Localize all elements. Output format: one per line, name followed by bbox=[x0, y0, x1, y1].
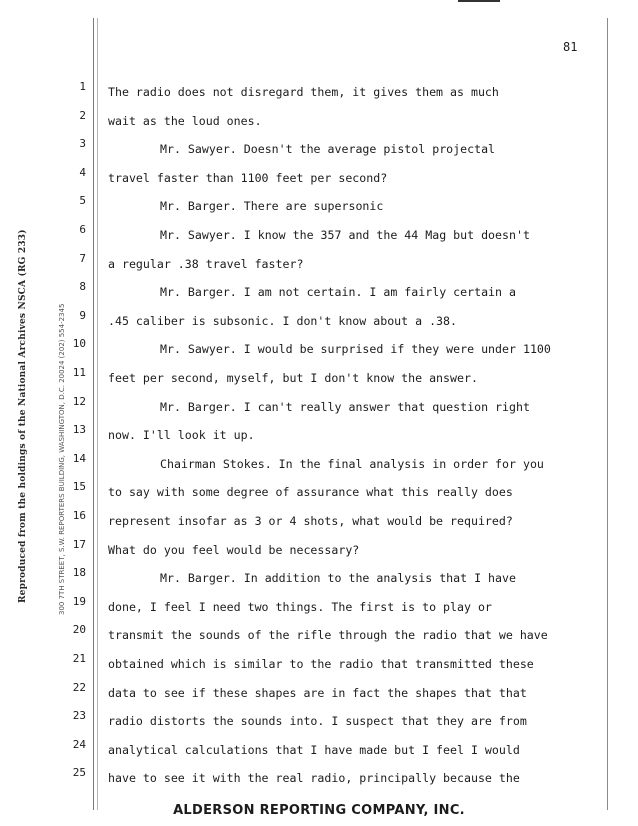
transcript-line: to say with some degree of assurance what this really does bbox=[108, 485, 513, 500]
line-number: 6 bbox=[79, 223, 86, 236]
line-number: 8 bbox=[79, 280, 86, 294]
reporting-company-footer: ALDERSON REPORTING COMPANY, INC. bbox=[173, 803, 465, 818]
line-number: 11 bbox=[72, 366, 86, 379]
line-number: 1 bbox=[79, 80, 86, 93]
line-number: 22 bbox=[72, 680, 86, 694]
line-number: 18 bbox=[72, 566, 86, 580]
line-number: 20 bbox=[72, 623, 86, 637]
transcript-line: The radio does not disregard them, it gives them as much bbox=[108, 85, 499, 99]
archive-reproduction-stamp: Reproduced from the holdings of the National Archives NSCA (RG 233) bbox=[18, 229, 28, 603]
line-number: 16 bbox=[72, 509, 86, 522]
transcript-line: transmit the sounds of the rifle through the radio that we have bbox=[108, 628, 548, 643]
transcript-line: Mr. Sawyer. I know the 357 and the 44 Mag but doesn't bbox=[160, 228, 530, 242]
page-number: 81 bbox=[563, 40, 578, 54]
transcript-line: Mr. Barger. In addition to the analysis that I have bbox=[160, 571, 516, 586]
transcript-line: done, I feel I need two things. The first is to play or bbox=[108, 599, 492, 614]
transcript-line: Mr. Sawyer. I would be surprised if they were under 1100 bbox=[160, 342, 551, 357]
transcript-line: .45 caliber is subsonic. I don't know about a .38. bbox=[108, 313, 458, 328]
line-number: 25 bbox=[72, 766, 86, 780]
line-number: 14 bbox=[72, 451, 86, 465]
transcript-line: obtained which is similar to the radio that transmitted these bbox=[108, 657, 534, 671]
transcript-line: now. I'll look it up. bbox=[108, 428, 255, 443]
top-edge-mark bbox=[458, 0, 500, 2]
left-margin-rule bbox=[93, 18, 94, 810]
reporter-address-stamp: 300 7TH STREET, S.W. REPORTERS BUILDING, WASHINGTON, D.C. 20024 (202) 554-2345 bbox=[58, 303, 66, 615]
line-number: 10 bbox=[72, 337, 86, 351]
transcript-line: represent insofar as 3 or 4 shots, what would be required? bbox=[108, 514, 513, 528]
line-number: 2 bbox=[79, 108, 86, 122]
line-number: 23 bbox=[72, 709, 86, 723]
transcript-line: Mr. Barger. There are supersonic bbox=[160, 199, 384, 214]
line-number: 24 bbox=[72, 737, 86, 751]
right-margin-rule bbox=[607, 18, 608, 810]
transcript-line: analytical calculations that I have made but I feel I would bbox=[108, 742, 520, 757]
transcript-line: data to see if these shapes are in fact the shapes that that bbox=[108, 685, 527, 700]
transcript-line: have to see it with the real radio, principally because the bbox=[108, 771, 520, 786]
left-margin-rule-inner bbox=[97, 18, 98, 810]
line-number: 15 bbox=[72, 480, 86, 494]
line-number: 12 bbox=[72, 394, 86, 408]
transcript-line: Chairman Stokes. In the final analysis in order for you bbox=[160, 456, 544, 471]
transcript-line: Mr. Barger. I am not certain. I am fairly certain a bbox=[160, 285, 516, 300]
transcript-line: What do you feel would be necessary? bbox=[108, 542, 360, 557]
line-number: 7 bbox=[79, 251, 86, 265]
line-number: 17 bbox=[72, 537, 86, 551]
line-number: 5 bbox=[79, 194, 86, 208]
transcript-line: Mr. Barger. I can't really answer that question right bbox=[160, 399, 530, 414]
transcript-line: feet per second, myself, but I don't know the answer. bbox=[108, 371, 478, 385]
transcript-line: a regular .38 travel faster? bbox=[108, 256, 304, 271]
line-number: 19 bbox=[72, 594, 86, 608]
line-number: 9 bbox=[79, 308, 86, 322]
line-number: 13 bbox=[72, 423, 86, 437]
transcript-line: travel faster than 1100 feet per second? bbox=[108, 170, 388, 185]
transcript-line: Mr. Sawyer. Doesn't the average pistol projectal bbox=[160, 142, 496, 157]
line-number: 3 bbox=[79, 137, 86, 151]
transcript-line: radio distorts the sounds into. I suspect that they are from bbox=[108, 714, 527, 729]
line-number: 4 bbox=[79, 165, 86, 179]
line-number: 21 bbox=[72, 652, 86, 665]
transcript-line: wait as the loud ones. bbox=[108, 113, 262, 128]
